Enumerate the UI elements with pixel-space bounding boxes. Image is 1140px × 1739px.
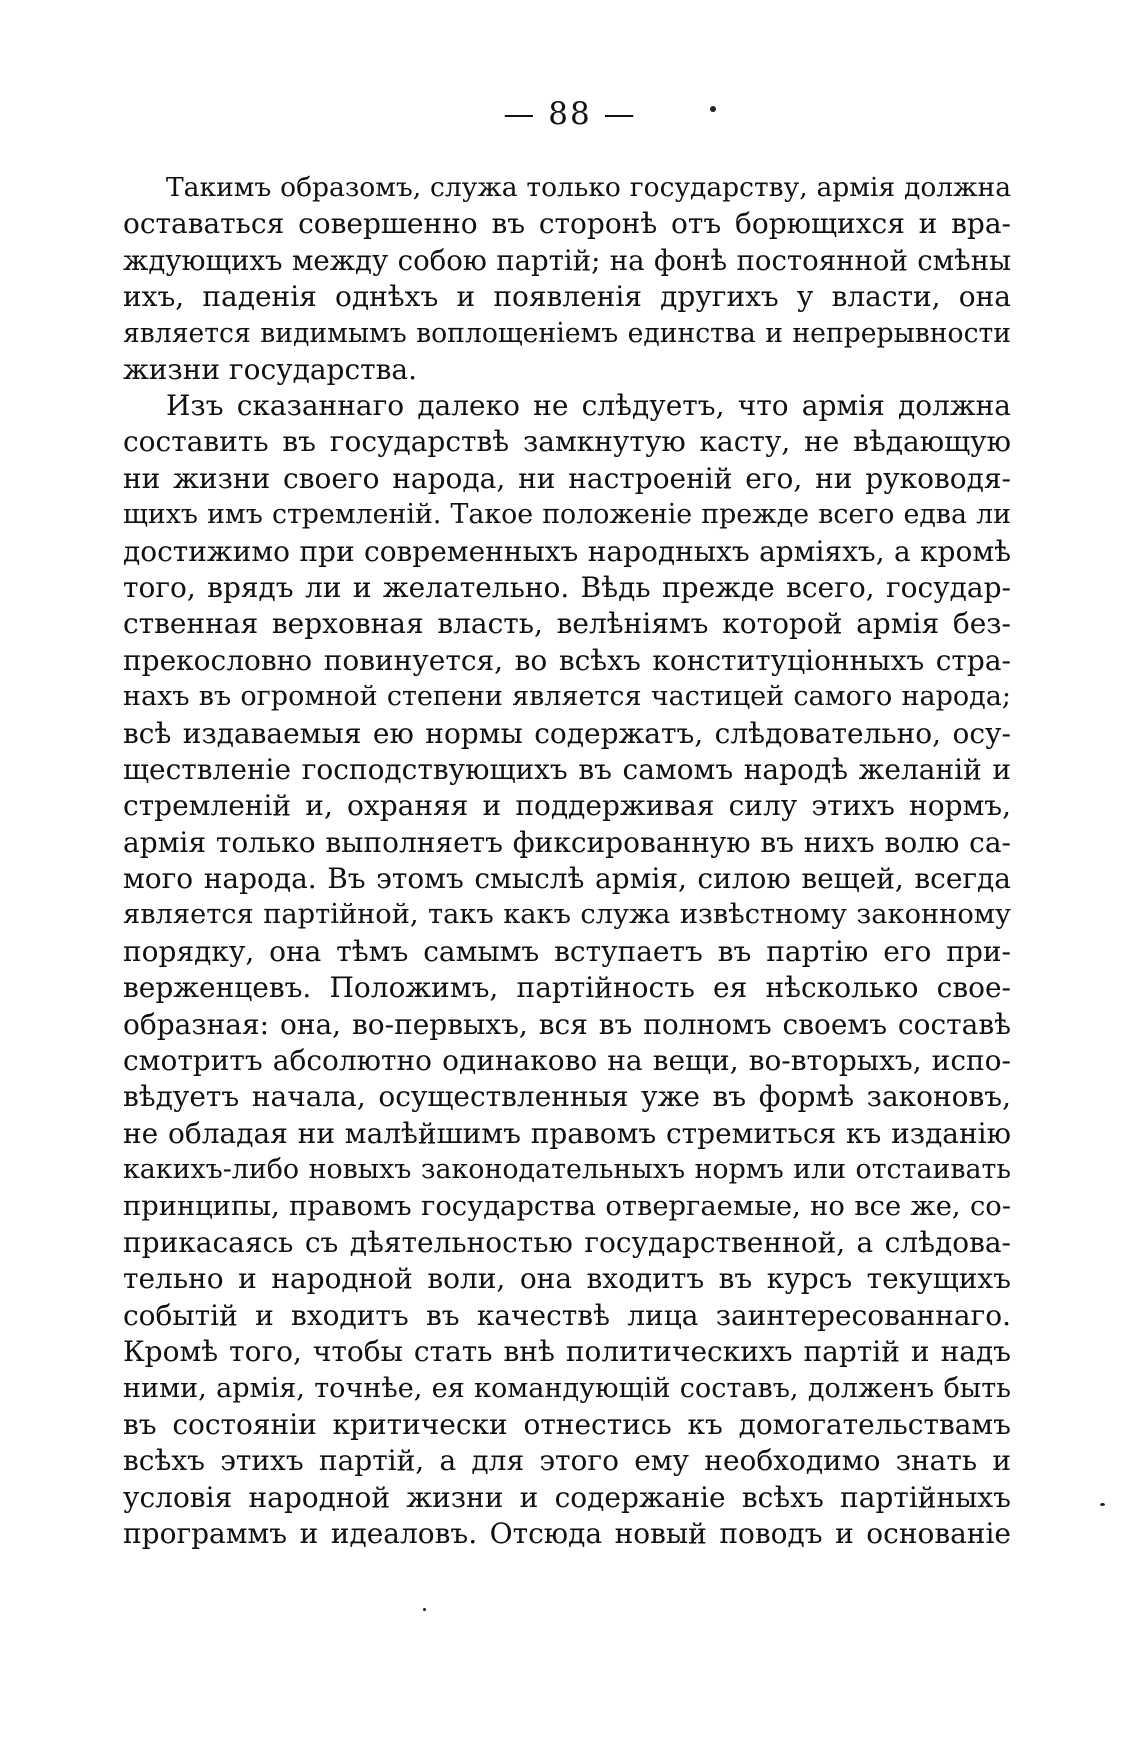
text-line: принципы, правомъ государства отвергаемые, но все же, со- <box>123 1190 1011 1222</box>
text-line: прекословно повинуется, во всѣхъ конституціонныхъ стра- <box>123 643 1011 677</box>
print-speck <box>423 1608 426 1611</box>
text-line: является видимымъ воплощеніемъ единства и непрерывности <box>123 317 1011 349</box>
text-line: нахъ въ огромной степени является частицей самого народа; <box>123 681 1011 713</box>
print-speck <box>1100 1503 1105 1506</box>
page-number: — 88 — <box>503 96 637 132</box>
text-line: составить въ государствѣ замкнутую касту, не вѣдающую <box>123 425 1011 459</box>
print-speck <box>710 106 716 112</box>
text-line: ихъ, паденія однѣхъ и появленія другихъ у власти, она <box>123 280 1011 314</box>
text-line: всѣ издаваемыя ею нормы содержатъ, слѣдовательно, осу- <box>123 716 1011 750</box>
text-line: въ состояніи критически отнестись къ домогательствамъ <box>123 1407 1011 1441</box>
text-line: армія только выполняетъ фиксированную въ нихъ волю са- <box>123 825 1011 859</box>
text-line: того, врядъ ли и желательно. Вѣдь прежде всего, государ- <box>123 570 1011 604</box>
text-line: смотритъ абсолютно одинаково на вещи, во-вторыхъ, испо- <box>123 1044 1011 1078</box>
text-line: условія народной жизни и содержаніе всѣхъ партійныхъ <box>123 1480 1011 1514</box>
text-line: программъ и идеаловъ. Отсюда новый поводъ и основаніе <box>123 1517 1011 1551</box>
text-line: всѣхъ этихъ партій, а для этого ему необходимо знать и <box>123 1444 1011 1478</box>
text-line: ними, армія, точнѣе, ея командующій составъ, долженъ быть <box>123 1372 1011 1404</box>
text-line: ственная верховная власть, велѣніямъ которой армія без- <box>123 607 1011 641</box>
text-line: какихъ-либо новыхъ законодательныхъ нормъ или отстаивать <box>123 1154 1011 1186</box>
text-line: жизни государства. <box>123 352 417 386</box>
text-line: ществленіе господствующихъ въ самомъ народѣ желаній и <box>123 752 1011 786</box>
text-line: порядку, она тѣмъ самымъ вступаетъ въ партію его при- <box>123 934 1011 968</box>
text-line: прикасаясь съ дѣятельностью государственной, а слѣдова- <box>123 1225 1011 1259</box>
text-line: Такимъ образомъ, служа только государству, армія должна <box>166 172 1011 203</box>
paragraph <box>123 388 1011 1553</box>
text-line: образная: она, во-первыхъ, вся въ полномъ своемъ составѣ <box>123 1007 1011 1041</box>
text-line: вѣдуетъ начала, осуществленныя уже въ формѣ законовъ, <box>123 1080 1011 1114</box>
paragraph <box>123 170 1011 388</box>
text-line: событій и входитъ въ качествѣ лица заинтересованнаго. <box>123 1298 1011 1332</box>
text-line: ждующихъ между собою партій; на фонѣ постоянной смѣны <box>123 244 1011 277</box>
text-line: достижимо при современныхъ народныхъ арміяхъ, а кромѣ <box>123 534 1011 568</box>
text-line: Изъ сказаннаго далеко не слѣдуетъ, что армія должна <box>166 389 1011 422</box>
text-line: оставаться совершенно въ сторонѣ отъ борющихся и вра- <box>123 207 1011 241</box>
text-line: не обладая ни малѣйшимъ правомъ стремиться къ изданію <box>123 1116 1011 1150</box>
text-line: верженцевъ. Положимъ, партійность ея нѣсколько свое- <box>123 971 1011 1005</box>
text-line: ни жизни своего народа, ни настроеній его, ни руководя- <box>123 461 1011 495</box>
text-line: Кромѣ того, чтобы стать внѣ политическихъ партій и надъ <box>123 1335 1011 1369</box>
text-line: щихъ имъ стремленій. Такое положеніе прежде всего едва ли <box>123 499 1011 531</box>
text-line: стремленій и, охраняя и поддерживая силу этихъ нормъ, <box>123 789 1011 823</box>
text-line: является партійной, такъ какъ служа извѣстному законному <box>123 899 1011 931</box>
text-line: тельно и народной воли, она входитъ въ курсъ текущихъ <box>123 1262 1011 1296</box>
text-line: мого народа. Въ этомъ смыслѣ армія, силою вещей, всегда <box>123 862 1011 896</box>
